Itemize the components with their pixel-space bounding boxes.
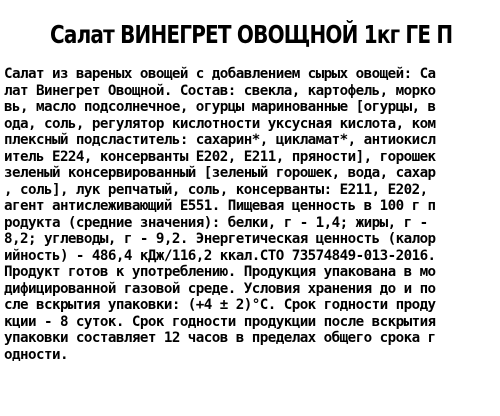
description-line: родукта (средние значения): белки, г - 1,4; жиры, г - xyxy=(4,214,428,231)
description-line: зеленый консервированный [зеленый горошек, вода, сахар xyxy=(4,165,436,181)
description-line: ода, соль, регулятор кислотности уксусная кислота, ком xyxy=(4,115,436,132)
description-line: упаковки составляет 12 часов в пределах общего срока г xyxy=(4,330,436,346)
description-line: лат Винегрет Овощной. Состав: свекла, картофель, морко xyxy=(4,82,436,99)
description-line: сле вскрытия упаковки: (+4 ± 2)°С. Срок годности проду xyxy=(4,297,436,313)
description-line: агент антислеживающий Е551. Пищевая ценность в 100 г п xyxy=(4,198,436,214)
description-line: Салат из вареных овощей с добавлением сырых овощей: Са xyxy=(4,66,436,82)
description-line: 8,2; углеводы, г - 9,2. Энергетическая ценность (калор xyxy=(4,231,436,247)
product-description xyxy=(4,66,496,363)
description-line: ийность) - 486,4 кДж/116,2 ккал.СТО 73574849-013-2016. xyxy=(4,247,436,264)
description-line: итель Е224, консерванты Е202, Е211, пряности], горошек xyxy=(4,148,436,165)
description-line: одности. xyxy=(4,346,68,363)
description-line: плексный подсластитель: сахарин*, цикламат*, антиокисл xyxy=(4,132,436,148)
description-line: Продукт готов к употреблению. Продукция упакована в мо xyxy=(4,264,436,280)
description-line: дифицированной газовой среде. Условия хранения до и по xyxy=(4,280,436,297)
product-title: Салат ВИНЕГРЕТ ОВОЩНОЙ 1кг ГЕ П xyxy=(50,20,453,49)
description-line: вь, масло подсолнечное, огурцы маринованные [огурцы, в xyxy=(4,99,436,115)
description-line: кции - 8 суток. Срок годности продукции после вскрытия xyxy=(4,313,436,330)
description-line: , соль], лук репчатый, соль, консерванты: Е211, Е202, xyxy=(4,181,428,198)
